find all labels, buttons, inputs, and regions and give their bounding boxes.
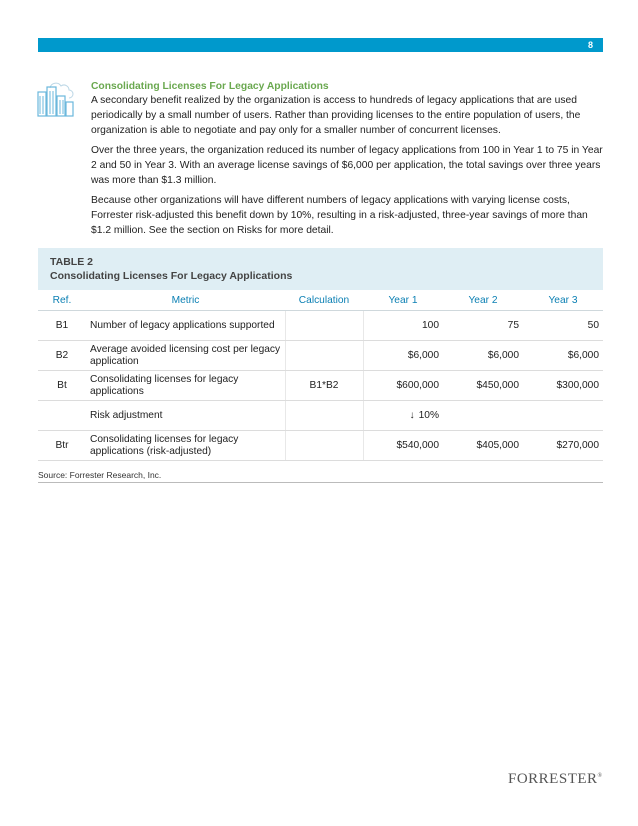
cell-year3: 50 bbox=[523, 311, 603, 341]
risk-percent: 10% bbox=[418, 409, 439, 421]
cell-calculation bbox=[285, 311, 363, 341]
section-paragraph: Because other organizations will have different numbers of legacy applications with varying license costs, Forrester risk-adjusted this benefit down by 10%, resulting in a risk-adjusted, three-year savings of more than $1.2 million. See the section on Risks for more detail. bbox=[91, 195, 588, 236]
page-header-bar bbox=[38, 38, 603, 52]
down-arrow-icon: ↓ bbox=[409, 409, 415, 421]
col-header-year2: Year 2 bbox=[443, 290, 523, 311]
cell-metric: Consolidating licenses for legacy applications (risk-adjusted) bbox=[86, 431, 285, 461]
cell-metric: Average avoided licensing cost per legacy application bbox=[86, 341, 285, 371]
licenses-table bbox=[38, 248, 603, 461]
cell-metric: Consolidating licenses for legacy applications bbox=[86, 371, 285, 401]
cell-year2: $450,000 bbox=[443, 371, 523, 401]
cell-year3: $270,000 bbox=[523, 431, 603, 461]
cell-ref: Bt bbox=[38, 371, 86, 401]
logo-text: FORRESTER bbox=[508, 771, 598, 787]
cell-year2: $6,000 bbox=[443, 341, 523, 371]
col-header-year3: Year 3 bbox=[523, 290, 603, 311]
col-header-calculation: Calculation bbox=[285, 290, 363, 311]
cell-ref: Btr bbox=[38, 431, 86, 461]
cell-calculation: B1*B2 bbox=[285, 371, 363, 401]
cell-year1: $540,000 bbox=[363, 431, 443, 461]
cell-year1: $600,000 bbox=[363, 371, 443, 401]
forrester-logo bbox=[508, 771, 603, 788]
section-title: Consolidating Licenses For Legacy Applications bbox=[91, 81, 329, 92]
table-heading bbox=[38, 248, 603, 290]
table-row bbox=[38, 341, 603, 371]
city-buildings-icon bbox=[36, 78, 76, 118]
cell-calculation bbox=[285, 401, 363, 431]
col-header-ref: Ref. bbox=[38, 290, 86, 311]
table-label: TABLE 2 bbox=[50, 256, 93, 268]
cell-ref bbox=[38, 401, 86, 431]
section-paragraph: Over the three years, the organization reduced its number of legacy applications from 100 in Year 1 to 75 in Year 2 and 50 in Year 3. With an average license savings of $6,000 per application, the total savings over three years was more than $1.3 million. bbox=[91, 145, 603, 186]
col-header-year1: Year 1 bbox=[363, 290, 443, 311]
cell-year3 bbox=[523, 401, 603, 431]
registered-mark: ® bbox=[597, 773, 603, 779]
cell-year2: 75 bbox=[443, 311, 523, 341]
table-row bbox=[38, 311, 603, 341]
cell-ref: B1 bbox=[38, 311, 86, 341]
page-number: 8 bbox=[587, 40, 593, 50]
cell-year2 bbox=[443, 401, 523, 431]
table-row bbox=[38, 431, 603, 461]
table-title: Consolidating Licenses For Legacy Applications bbox=[50, 270, 293, 282]
cell-metric: Number of legacy applications supported bbox=[86, 311, 285, 341]
benefit-section bbox=[91, 80, 603, 243]
risk-adjustment-value bbox=[363, 401, 443, 431]
cell-year3: $6,000 bbox=[523, 341, 603, 371]
cell-year1: $6,000 bbox=[363, 341, 443, 371]
data-table bbox=[38, 290, 603, 461]
col-header-metric: Metric bbox=[86, 290, 285, 311]
table-header-row bbox=[38, 290, 603, 311]
cell-calculation bbox=[285, 431, 363, 461]
cell-year2: $405,000 bbox=[443, 431, 523, 461]
table-row-risk bbox=[38, 401, 603, 431]
table-row bbox=[38, 371, 603, 401]
source-note: Source: Forrester Research, Inc. bbox=[38, 470, 603, 483]
cell-metric: Risk adjustment bbox=[86, 401, 285, 431]
cell-ref: B2 bbox=[38, 341, 86, 371]
cell-calculation bbox=[285, 341, 363, 371]
cell-year3: $300,000 bbox=[523, 371, 603, 401]
cell-year1: 100 bbox=[363, 311, 443, 341]
section-paragraph: A secondary benefit realized by the organization is access to hundreds of legacy applications that are used periodically by a small number of users. Rather than providing licenses to the entire population of users, the organization is able to negotiate and pay only for a smaller number of concurrent licenses. bbox=[91, 95, 581, 136]
